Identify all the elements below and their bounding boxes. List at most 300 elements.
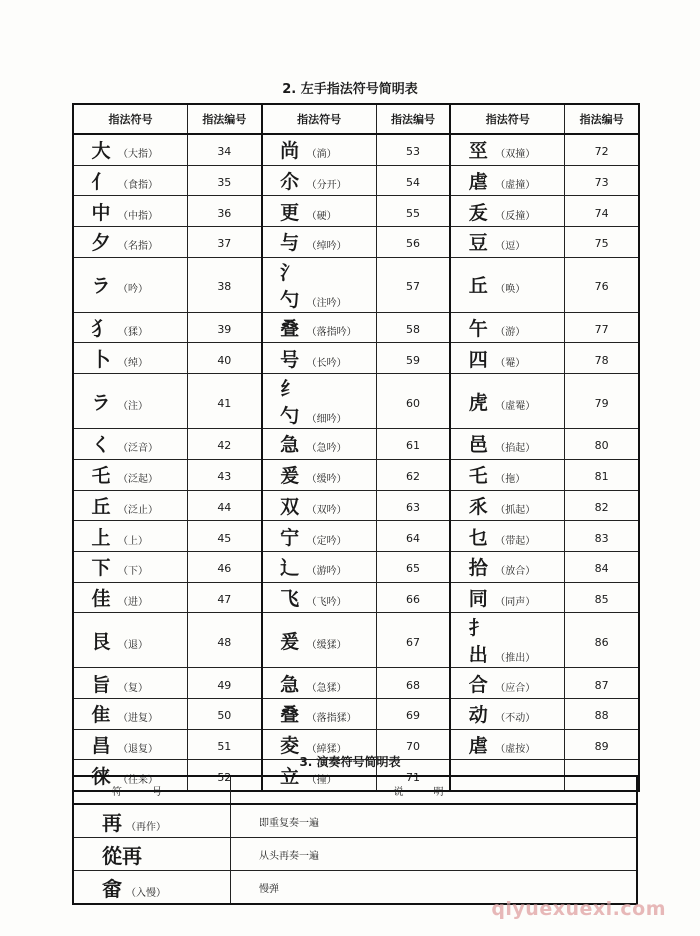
fingering-number-cell [565, 668, 639, 699]
fingering-symbol: 丘 [468, 275, 488, 298]
fingering-number-cell [565, 582, 639, 613]
fingering-number: 61 [405, 439, 420, 453]
fingering-desc: （绰吟） [306, 241, 347, 253]
fingering-number: 54 [405, 176, 420, 190]
fingering-symbol-cell [450, 582, 565, 613]
fingering-number: 50 [217, 709, 232, 723]
fingering-number-cell [376, 490, 450, 521]
fingering-symbol: 邑 [468, 434, 488, 457]
fingering-symbol-cell [450, 343, 565, 374]
fingering-number-cell [565, 429, 639, 460]
fingering-symbol-cell [73, 312, 188, 343]
fingering-symbol: 宁 [280, 526, 300, 549]
fingering-number: 65 [405, 562, 420, 576]
performance-symbol-cell [73, 804, 231, 838]
fingering-desc: （虚按） [495, 743, 536, 755]
fingering-desc: （细吟） [306, 414, 347, 426]
fingering-symbol-cell [262, 698, 377, 729]
fingering-number-cell [188, 521, 262, 552]
fingering-symbol-cell [262, 343, 377, 374]
fingering-symbol: 氵勺 [280, 261, 300, 311]
fingering-number: 40 [217, 353, 232, 367]
fingering-desc: （双吟） [306, 504, 347, 516]
fingering-desc: （不动） [495, 713, 536, 725]
fingering-number-cell [188, 227, 262, 258]
fingering-desc: （泛止） [118, 504, 158, 516]
fingering-number: 43 [217, 470, 232, 484]
fingering-symbol: 急 [280, 673, 300, 696]
fingering-number-cell [565, 521, 639, 552]
performance-symbol: 畲 [102, 876, 122, 901]
fingering-number-cell [565, 374, 639, 429]
fingering-symbol: 昌 [91, 734, 111, 757]
fingering-symbol: 虐 [468, 734, 488, 757]
fingering-symbol: 拾 [468, 557, 488, 580]
fingering-number-cell [565, 698, 639, 729]
fingering-symbol: 上 [91, 526, 111, 549]
fingering-symbol-cell [262, 551, 377, 582]
fingering-number: 83 [594, 531, 609, 545]
fingering-desc: （应合） [495, 682, 536, 694]
fingering-symbol-cell [450, 429, 565, 460]
fingering-number: 63 [405, 500, 420, 514]
fingering-number-cell [376, 196, 450, 227]
col-header-number: 指法编号 [565, 104, 639, 134]
fingering-symbol: 四 [468, 348, 488, 371]
table-row [73, 490, 639, 521]
fingering-desc: （同声） [495, 596, 536, 608]
col-header-symbol: 符号 [73, 776, 231, 804]
fingering-number: 60 [405, 396, 420, 410]
fingering-symbol-cell [73, 613, 188, 668]
col-header-symbol: 指法符号 [73, 104, 188, 134]
fingering-symbol: 犭 [91, 318, 111, 341]
fingering-number-cell [376, 165, 450, 196]
fingering-desc: （急吟） [306, 443, 347, 455]
fingering-number-cell [188, 374, 262, 429]
fingering-symbol: 旨 [91, 673, 111, 696]
fingering-desc: （落指吟） [306, 327, 357, 339]
fingering-desc: （泛起） [118, 474, 158, 486]
fingering-desc: （缓猱） [306, 639, 347, 651]
fingering-desc: （上） [118, 535, 148, 547]
fingering-desc: （游吟） [306, 566, 347, 578]
fingering-number-cell [565, 134, 639, 165]
fingering-symbol-cell [450, 257, 565, 312]
fingering-symbol-cell [450, 374, 565, 429]
fingering-number: 55 [405, 206, 420, 220]
performance-symbol-desc: （入慢） [126, 887, 166, 899]
fingering-desc: （进） [118, 596, 148, 608]
fingering-number: 71 [405, 770, 420, 784]
fingering-symbol: 下 [91, 557, 111, 580]
fingering-symbol: 尚 [280, 140, 300, 163]
fingering-symbol-cell [73, 698, 188, 729]
fingering-number: 86 [594, 635, 609, 649]
fingering-number-cell [565, 459, 639, 490]
fingering-symbol: 徕 [91, 765, 111, 788]
fingering-symbol-cell [450, 165, 565, 196]
fingering-desc: （猱） [118, 327, 148, 339]
fingering-symbol-cell [73, 429, 188, 460]
fingering-desc: （反撞） [495, 210, 536, 222]
fingering-symbol: 爰 [280, 465, 300, 488]
fingering-symbol: 急 [280, 434, 300, 457]
fingering-symbol-cell [450, 490, 565, 521]
col-header-number: 指法编号 [188, 104, 262, 134]
fingering-number-cell [188, 698, 262, 729]
fingering-number: 52 [217, 770, 232, 784]
fingering-number-cell [376, 374, 450, 429]
fingering-symbol-cell [450, 459, 565, 490]
fingering-number-cell [188, 613, 262, 668]
fingering-symbol: 辶 [280, 557, 300, 580]
fingering-symbol: 合 [468, 673, 488, 696]
fingering-desc: （泛音） [118, 443, 158, 455]
table2-title: 2. 左手指法符号简明表 [282, 82, 418, 97]
fingering-symbol-cell [262, 134, 377, 165]
fingering-desc: （往来） [118, 774, 158, 786]
fingering-desc: （缓吟） [306, 474, 347, 486]
fingering-number-cell [565, 551, 639, 582]
fingering-symbol: 夌 [280, 734, 300, 757]
fingering-number: 89 [594, 739, 609, 753]
fingering-number-cell [376, 521, 450, 552]
fingering-symbol: 隹 [91, 704, 111, 727]
fingering-desc: （急猱） [306, 682, 347, 694]
fingering-number-cell [376, 312, 450, 343]
fingering-symbol: 豆 [468, 232, 488, 255]
fingering-number: 85 [594, 592, 609, 606]
fingering-desc: （中指） [118, 210, 158, 222]
fingering-symbol: く [91, 434, 111, 457]
fingering-number-cell [188, 668, 262, 699]
fingering-symbol: 双 [280, 495, 300, 518]
table-header-row [73, 104, 639, 134]
fingering-number-cell [565, 196, 639, 227]
fingering-number-cell [376, 668, 450, 699]
fingering-desc: （吟） [118, 284, 148, 296]
fingering-number: 57 [405, 280, 420, 294]
fingering-desc: （绰） [118, 357, 148, 369]
table-row [73, 551, 639, 582]
fingering-symbol-cell [262, 429, 377, 460]
fingering-symbol-cell [262, 490, 377, 521]
table-row [73, 429, 639, 460]
fingering-symbol: 夕 [91, 232, 111, 255]
fingering-symbol-cell [450, 551, 565, 582]
fingering-number: 68 [405, 678, 420, 692]
fingering-symbol-cell [73, 582, 188, 613]
fingering-number-cell [565, 227, 639, 258]
fingering-number: 39 [217, 323, 232, 337]
fingering-symbol: 乑 [468, 495, 488, 518]
fingering-number: 66 [405, 592, 420, 606]
table-row [73, 343, 639, 374]
fingering-number: 64 [405, 531, 420, 545]
fingering-symbol: 纟勺 [280, 378, 300, 428]
fingering-number-cell [188, 134, 262, 165]
fingering-desc: （双撞） [495, 149, 536, 161]
table-row [73, 374, 639, 429]
fingering-desc: （进复） [118, 713, 158, 725]
fingering-symbol: 虐 [468, 171, 488, 194]
table-row [73, 804, 637, 838]
fingering-number-cell [565, 613, 639, 668]
fingering-symbol: 扌出 [468, 617, 488, 667]
fingering-desc: （放合） [495, 566, 536, 578]
fingering-desc: （下） [118, 566, 148, 578]
fingering-number-cell [188, 551, 262, 582]
fingering-number-cell [188, 429, 262, 460]
watermark: qiyuexuexi.com [491, 898, 666, 920]
fingering-symbol-cell [262, 196, 377, 227]
fingering-number-cell [376, 429, 450, 460]
fingering-number: 78 [594, 353, 609, 367]
fingering-number: 76 [594, 280, 609, 294]
fingering-symbol-cell [73, 227, 188, 258]
fingering-symbol-cell [450, 134, 565, 165]
fingering-symbol-cell [450, 312, 565, 343]
fingering-desc: （注） [118, 400, 148, 412]
fingering-number-cell [188, 343, 262, 374]
fingering-number-cell [188, 490, 262, 521]
table-row [73, 668, 639, 699]
fingering-number-cell [376, 134, 450, 165]
fingering-desc: （注吟） [306, 297, 347, 309]
table-row [73, 459, 639, 490]
fingering-symbol-cell [73, 490, 188, 521]
fingering-number: 87 [594, 678, 609, 692]
table-row [73, 134, 639, 165]
left-hand-fingering-table [72, 103, 640, 792]
fingering-number: 36 [217, 206, 232, 220]
fingering-desc: （虚罨） [495, 400, 536, 412]
fingering-number: 37 [217, 237, 232, 251]
fingering-symbol: 同 [468, 587, 488, 610]
fingering-number-cell [376, 698, 450, 729]
performance-symbol: 再 [102, 810, 122, 835]
fingering-number: 67 [405, 635, 420, 649]
fingering-symbol: 立 [280, 765, 300, 788]
col-header-symbol: 指法符号 [450, 104, 565, 134]
fingering-symbol-cell [73, 551, 188, 582]
fingering-number: 74 [594, 206, 609, 220]
fingering-symbol: 叠 [280, 318, 300, 341]
fingering-number: 59 [405, 353, 420, 367]
fingering-number-cell [188, 165, 262, 196]
fingering-number: 45 [217, 531, 232, 545]
fingering-symbol: ラ [91, 391, 111, 414]
fingering-number: 62 [405, 470, 420, 484]
fingering-desc: （撞） [306, 774, 337, 786]
fingering-desc: （唤） [495, 284, 526, 296]
fingering-symbol: 与 [280, 232, 300, 255]
fingering-number: 35 [217, 176, 232, 190]
fingering-number-cell [565, 343, 639, 374]
table-row [73, 521, 639, 552]
fingering-desc: （分开） [306, 180, 347, 192]
fingering-symbol-cell [73, 257, 188, 312]
fingering-symbol-cell [73, 521, 188, 552]
fingering-symbol-cell [73, 165, 188, 196]
fingering-symbol: 号 [280, 348, 300, 371]
fingering-number-cell [376, 257, 450, 312]
fingering-desc: （退复） [118, 743, 158, 755]
fingering-symbol: 巠 [468, 140, 488, 163]
fingering-number-cell [376, 613, 450, 668]
fingering-symbol-cell [262, 613, 377, 668]
fingering-number: 49 [217, 678, 232, 692]
fingering-desc: （游） [495, 327, 526, 339]
fingering-desc: （硬） [306, 210, 337, 222]
table-row [73, 227, 639, 258]
fingering-desc: （长吟） [306, 357, 347, 369]
fingering-number-cell [376, 582, 450, 613]
fingering-number-cell [376, 551, 450, 582]
fingering-desc: （逗） [495, 241, 526, 253]
fingering-symbol-cell [73, 134, 188, 165]
table-row [73, 838, 637, 871]
fingering-number-cell [565, 165, 639, 196]
fingering-symbol-cell [262, 165, 377, 196]
fingering-number: 77 [594, 323, 609, 337]
fingering-number-cell [376, 343, 450, 374]
fingering-symbol: 艮 [91, 630, 111, 653]
fingering-symbol-cell [73, 459, 188, 490]
fingering-symbol: 飞 [280, 587, 300, 610]
table-row [73, 257, 639, 312]
fingering-symbol-cell [450, 196, 565, 227]
fingering-symbol-cell [262, 257, 377, 312]
fingering-symbol-cell [450, 613, 565, 668]
fingering-desc: （虚撞） [495, 180, 536, 192]
fingering-number: 51 [217, 739, 232, 753]
fingering-symbol: 卜 [91, 348, 111, 371]
fingering-number: 73 [594, 176, 609, 190]
fingering-number: 42 [217, 439, 232, 453]
fingering-symbol: 乇 [91, 465, 111, 488]
fingering-number: 72 [594, 145, 609, 159]
fingering-number-cell [188, 459, 262, 490]
fingering-number: 82 [594, 500, 609, 514]
fingering-symbol-cell [73, 343, 188, 374]
fingering-symbol-cell [262, 521, 377, 552]
fingering-number: 88 [594, 709, 609, 723]
performance-symbol: 從再 [102, 843, 142, 868]
fingering-symbol: ラ [91, 275, 111, 298]
fingering-desc: （复） [118, 682, 148, 694]
fingering-symbol: 中 [91, 201, 111, 224]
col-header-symbol: 指法符号 [262, 104, 377, 134]
fingering-desc: （定吟） [306, 535, 347, 547]
table-row [73, 312, 639, 343]
fingering-number: 38 [217, 280, 232, 294]
fingering-symbol: 佳 [91, 587, 111, 610]
table-row [73, 165, 639, 196]
fingering-number-cell [376, 227, 450, 258]
fingering-symbol: 乇 [468, 465, 488, 488]
table-row [73, 698, 639, 729]
fingering-symbol: 叐 [468, 201, 488, 224]
fingering-number-cell [565, 257, 639, 312]
table-row [73, 613, 639, 668]
fingering-number: 53 [405, 145, 420, 159]
performance-symbol-cell [73, 871, 231, 905]
fingering-number: 79 [594, 396, 609, 410]
fingering-symbol-cell [450, 668, 565, 699]
fingering-number-cell [565, 490, 639, 521]
fingering-number: 69 [405, 709, 420, 723]
fingering-desc: （带起） [495, 535, 536, 547]
fingering-desc: （淌） [306, 149, 337, 161]
fingering-symbol: 亻 [91, 171, 111, 194]
fingering-symbol: 尒 [280, 171, 300, 194]
fingering-number-cell [188, 257, 262, 312]
performance-explanation: 慢弹 [231, 871, 638, 905]
table-row [73, 196, 639, 227]
fingering-number: 41 [217, 396, 232, 410]
performance-explanation: 即重复奏一遍 [231, 804, 638, 838]
fingering-symbol: 大 [91, 140, 111, 163]
fingering-number: 58 [405, 323, 420, 337]
fingering-symbol: 丘 [91, 495, 111, 518]
fingering-symbol-cell [73, 374, 188, 429]
fingering-number-cell [188, 312, 262, 343]
fingering-number: 84 [594, 562, 609, 576]
fingering-number-cell [188, 582, 262, 613]
fingering-symbol: 更 [280, 201, 300, 224]
col-header-desc: 说明 [231, 776, 638, 804]
fingering-desc: （落指猱） [306, 713, 357, 725]
fingering-number: 70 [405, 739, 420, 753]
fingering-desc: （名指） [118, 241, 158, 253]
fingering-number-cell [376, 459, 450, 490]
fingering-desc: （退） [118, 639, 148, 651]
performance-symbol-cell [73, 838, 231, 871]
table-header-row [73, 776, 637, 804]
fingering-number: 81 [594, 470, 609, 484]
table3-title: 3. 演奏符号简明表 [299, 755, 401, 769]
fingering-number: 44 [217, 500, 232, 514]
fingering-symbol-cell [73, 668, 188, 699]
fingering-symbol: 叠 [280, 704, 300, 727]
fingering-symbol-cell [262, 227, 377, 258]
fingering-desc: （大指） [118, 149, 158, 161]
fingering-desc: （飞吟） [306, 596, 347, 608]
fingering-number: 56 [405, 237, 420, 251]
fingering-number-cell [188, 196, 262, 227]
fingering-desc: （抓起） [495, 504, 536, 516]
fingering-number: 48 [217, 635, 232, 649]
fingering-number: 46 [217, 562, 232, 576]
table-row [73, 582, 639, 613]
fingering-symbol: 午 [468, 318, 488, 341]
fingering-number-cell [565, 312, 639, 343]
fingering-symbol: 爰 [280, 630, 300, 653]
fingering-desc: （推出） [495, 653, 536, 665]
fingering-desc: （拖） [495, 474, 526, 486]
fingering-symbol-cell [262, 582, 377, 613]
performance-symbol-desc: （再作） [126, 821, 166, 833]
fingering-number: 34 [217, 145, 232, 159]
fingering-symbol-cell [73, 196, 188, 227]
fingering-symbol: 乜 [468, 526, 488, 549]
fingering-symbol: 虎 [468, 391, 488, 414]
fingering-symbol-cell [262, 459, 377, 490]
fingering-symbol-cell [262, 374, 377, 429]
fingering-symbol-cell [450, 227, 565, 258]
